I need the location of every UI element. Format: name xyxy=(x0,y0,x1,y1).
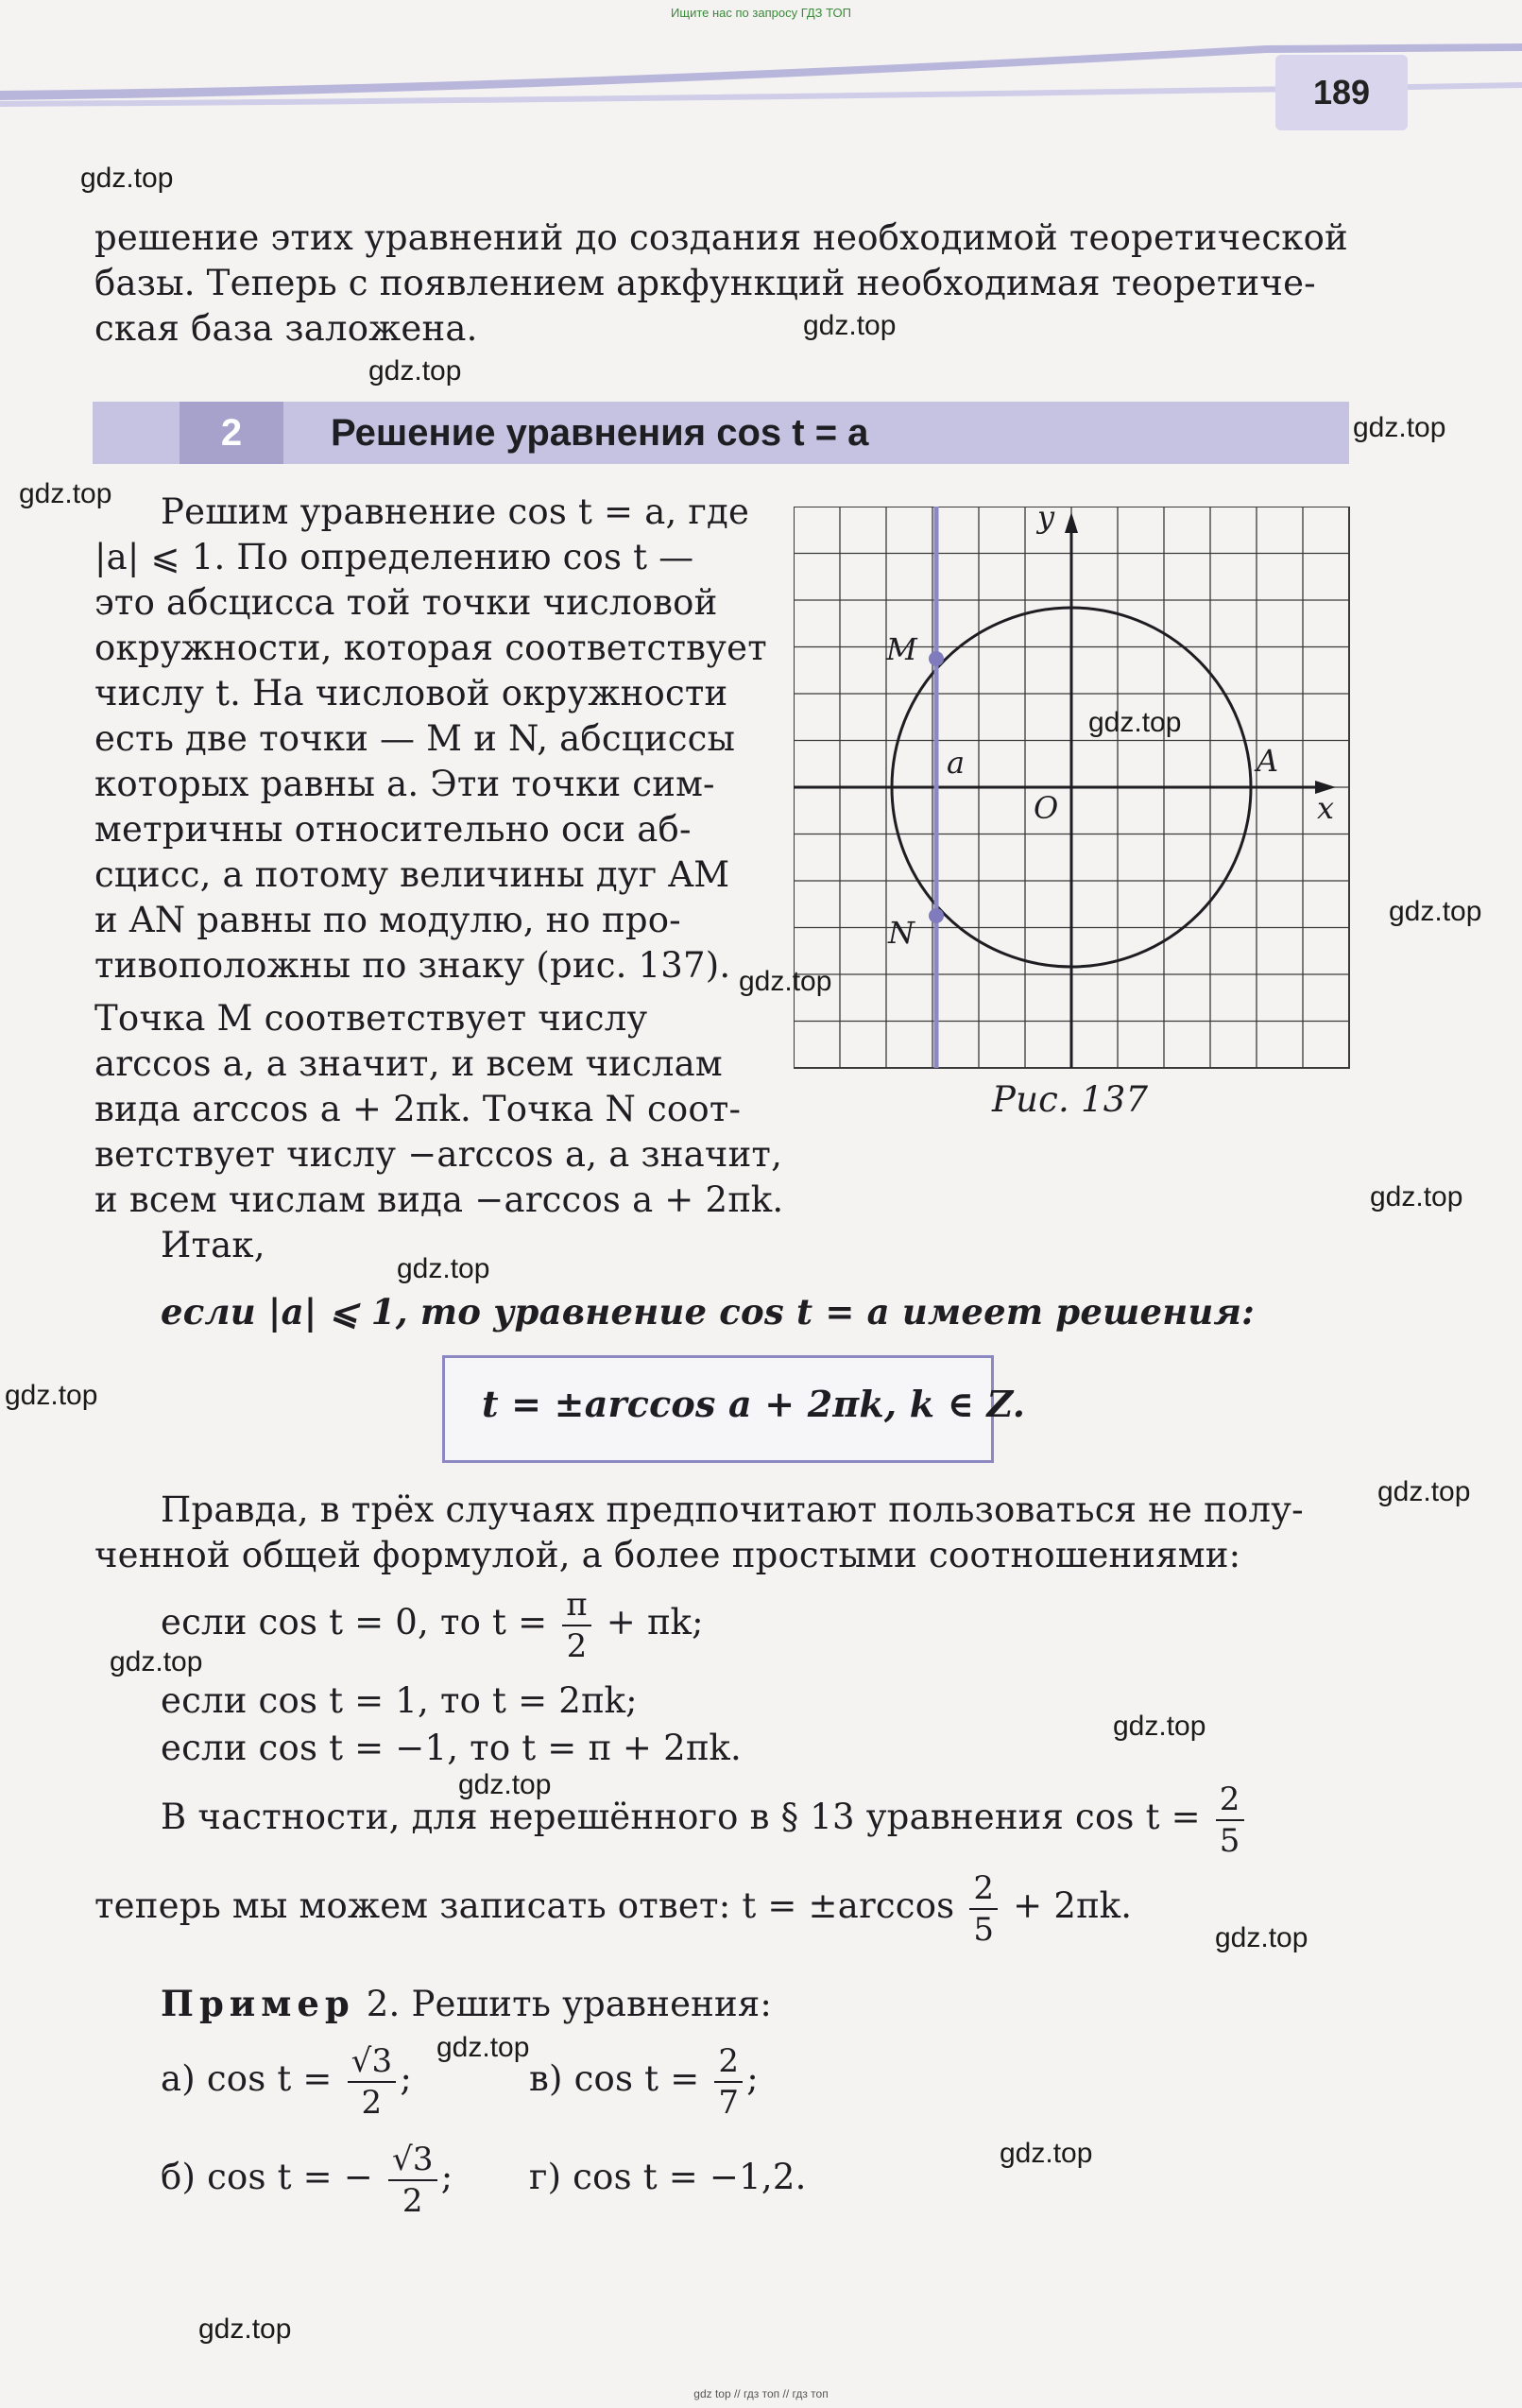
intro-line-3: ская база заложена. xyxy=(94,308,478,349)
para-line-13: arccos a, а значит, и всем числам xyxy=(94,1043,723,1084)
item-b-num: √3 xyxy=(388,2143,437,2181)
para-line-9: сцисс, а потому величины дуг AM xyxy=(94,854,730,895)
special-case-2: если cos t = 1, то t = 2πk; xyxy=(161,1680,638,1721)
particular-line1-num: 2 xyxy=(1216,1783,1244,1821)
item-b-prefix: б) cos t = − xyxy=(161,2157,374,2197)
label-n: N xyxy=(888,915,915,951)
particular-line1-fraction xyxy=(1216,1780,1244,1860)
general-formula: t = ±arccos a + 2πk, k ∈ Z. xyxy=(482,1383,1026,1425)
point-m-marker xyxy=(929,651,944,666)
watermark: gdz.top xyxy=(1377,1476,1471,1507)
particular-line1-text: В частности, для нерешённого в § 13 уравнения cos t = xyxy=(161,1797,1201,1837)
example-label: Пример xyxy=(161,1983,355,2024)
rule-statement: если |a| ⩽ 1, то уравнение cos t = a имеет решения: xyxy=(161,1291,1255,1333)
para-line-16: и всем числам вида −arccos a + 2πk. xyxy=(94,1179,784,1220)
item-b-suffix: ; xyxy=(440,2157,453,2197)
point-n-marker xyxy=(929,908,944,923)
particular-line2-den: 5 xyxy=(973,1910,995,1949)
label-y-axis: y xyxy=(1037,507,1055,535)
item-v-den: 7 xyxy=(718,2083,740,2122)
page-number: 189 xyxy=(1275,55,1408,130)
para-line-1: Решим уравнение cos t = a, где xyxy=(161,491,750,532)
item-v-prefix: в) cos t = xyxy=(529,2058,700,2099)
para-line-3: это абсцисса той точки числовой xyxy=(94,582,718,623)
watermark: gdz.top xyxy=(368,355,462,387)
section-number: 2 xyxy=(180,402,283,464)
itak-text: Итак, xyxy=(161,1225,265,1265)
item-v-fraction xyxy=(714,2041,743,2122)
watermark: gdz.top xyxy=(1113,1711,1206,1742)
case1-fraction xyxy=(562,1585,591,1665)
particular-line2-fraction xyxy=(969,1868,998,1949)
watermark: gdz.top xyxy=(110,1646,203,1677)
item-a-den: 2 xyxy=(361,2083,383,2122)
label-a-line: a xyxy=(947,745,966,781)
item-v-suffix: ; xyxy=(746,2058,759,2099)
watermark: gdz.top xyxy=(80,163,174,194)
example-item-v xyxy=(529,2034,759,2124)
item-a-prefix: а) cos t = xyxy=(161,2058,333,2099)
para-line-14: вида arccos a + 2πk. Точка N соот- xyxy=(94,1089,742,1129)
para-line-10: и AN равны по модулю, но про- xyxy=(94,900,681,940)
figure-caption: Рис. 137 xyxy=(992,1079,1149,1120)
intro-line-1: решение этих уравнений до создания необходимой теоретической xyxy=(94,217,1348,258)
example-item-g: г) cos t = −1,2. xyxy=(529,2157,807,2197)
watermark: gdz.top xyxy=(1370,1181,1463,1213)
special-case-3: если cos t = −1, то t = π + 2πk. xyxy=(161,1728,742,1768)
label-m: M xyxy=(886,631,917,667)
example-text: 2. Решить уравнения: xyxy=(366,1984,773,2024)
item-v-num: 2 xyxy=(714,2045,743,2083)
watermark: gdz.top xyxy=(1353,412,1446,443)
item-a-suffix: ; xyxy=(400,2058,412,2099)
special-intro-1: Правда, в трёх случаях предпочитают пользоваться не полу- xyxy=(161,1489,1304,1530)
item-a-num: √3 xyxy=(348,2045,397,2083)
watermark: gdz.top xyxy=(1215,1922,1308,1953)
para-line-12: Точка M соответствует числу xyxy=(94,998,648,1039)
item-a-fraction xyxy=(348,2041,397,2122)
case1-num: π xyxy=(562,1589,591,1626)
para-line-4: окружности, которая соответствует xyxy=(94,628,767,668)
watermark: gdz.top xyxy=(1000,2138,1093,2169)
para-line-2: |a| ⩽ 1. По определению cos t — xyxy=(94,537,694,577)
figure-137 xyxy=(794,507,1351,1070)
special-case-1 xyxy=(161,1580,704,1665)
watermark: gdz.top xyxy=(19,478,112,509)
para-line-11: тивоположны по знаку (рис. 137). xyxy=(94,945,731,986)
watermark: gdz.top xyxy=(397,1253,490,1284)
para-line-7: которых равны a. Эти точки сим- xyxy=(94,764,715,804)
item-b-den: 2 xyxy=(402,2181,423,2220)
label-origin: O xyxy=(1034,790,1059,826)
para-line-15: ветствует числу −arccos a, а значит, xyxy=(94,1134,783,1175)
particular-line2-prefix: теперь мы можем записать ответ: t = ±arccos xyxy=(94,1885,955,1926)
watermark: gdz.top xyxy=(739,966,832,997)
example-item-b xyxy=(161,2132,453,2223)
watermark: gdz.top xyxy=(1389,896,1482,927)
case1-den: 2 xyxy=(566,1626,588,1665)
footer-banner: gdz top // гдз топ // гдз топ xyxy=(693,2387,829,2400)
watermark: gdz.top xyxy=(458,1769,552,1800)
watermark: gdz.top xyxy=(803,310,897,341)
special-intro-2: ченной общей формулой, а более простыми соотношениями: xyxy=(94,1535,1241,1575)
case1-prefix: если cos t = 0, то t = xyxy=(161,1602,548,1643)
label-x-axis: x xyxy=(1317,790,1335,826)
para-line-8: метричны относительно оси аб- xyxy=(94,809,692,850)
watermark: gdz.top xyxy=(198,2313,292,2345)
para-line-6: есть две точки — M и N, абсциссы xyxy=(94,718,736,759)
watermark: gdz.top xyxy=(1088,707,1182,738)
item-b-fraction xyxy=(388,2140,437,2220)
top-banner: Ищите нас по запросу ГДЗ ТОП xyxy=(671,6,851,20)
label-point-a: A xyxy=(1257,743,1279,779)
example-heading xyxy=(161,1981,772,2027)
example-item-a xyxy=(161,2034,412,2124)
para-line-5: числу t. На числовой окружности xyxy=(94,673,728,714)
intro-line-2: базы. Теперь с появлением аркфункций необходимая теоретиче- xyxy=(94,263,1316,303)
watermark: gdz.top xyxy=(5,1380,98,1411)
watermark: gdz.top xyxy=(436,2032,530,2063)
section-title: Решение уравнения cos t = a xyxy=(331,412,869,454)
figure-axes xyxy=(794,512,1336,1068)
particular-line2-num: 2 xyxy=(969,1872,998,1910)
particular-line-1 xyxy=(161,1775,1248,1860)
case1-suffix: + πk; xyxy=(606,1602,704,1643)
particular-line2-suffix: + 2πk. xyxy=(1013,1885,1133,1926)
particular-line1-den: 5 xyxy=(1219,1821,1240,1860)
particular-line-2 xyxy=(94,1864,1132,1949)
